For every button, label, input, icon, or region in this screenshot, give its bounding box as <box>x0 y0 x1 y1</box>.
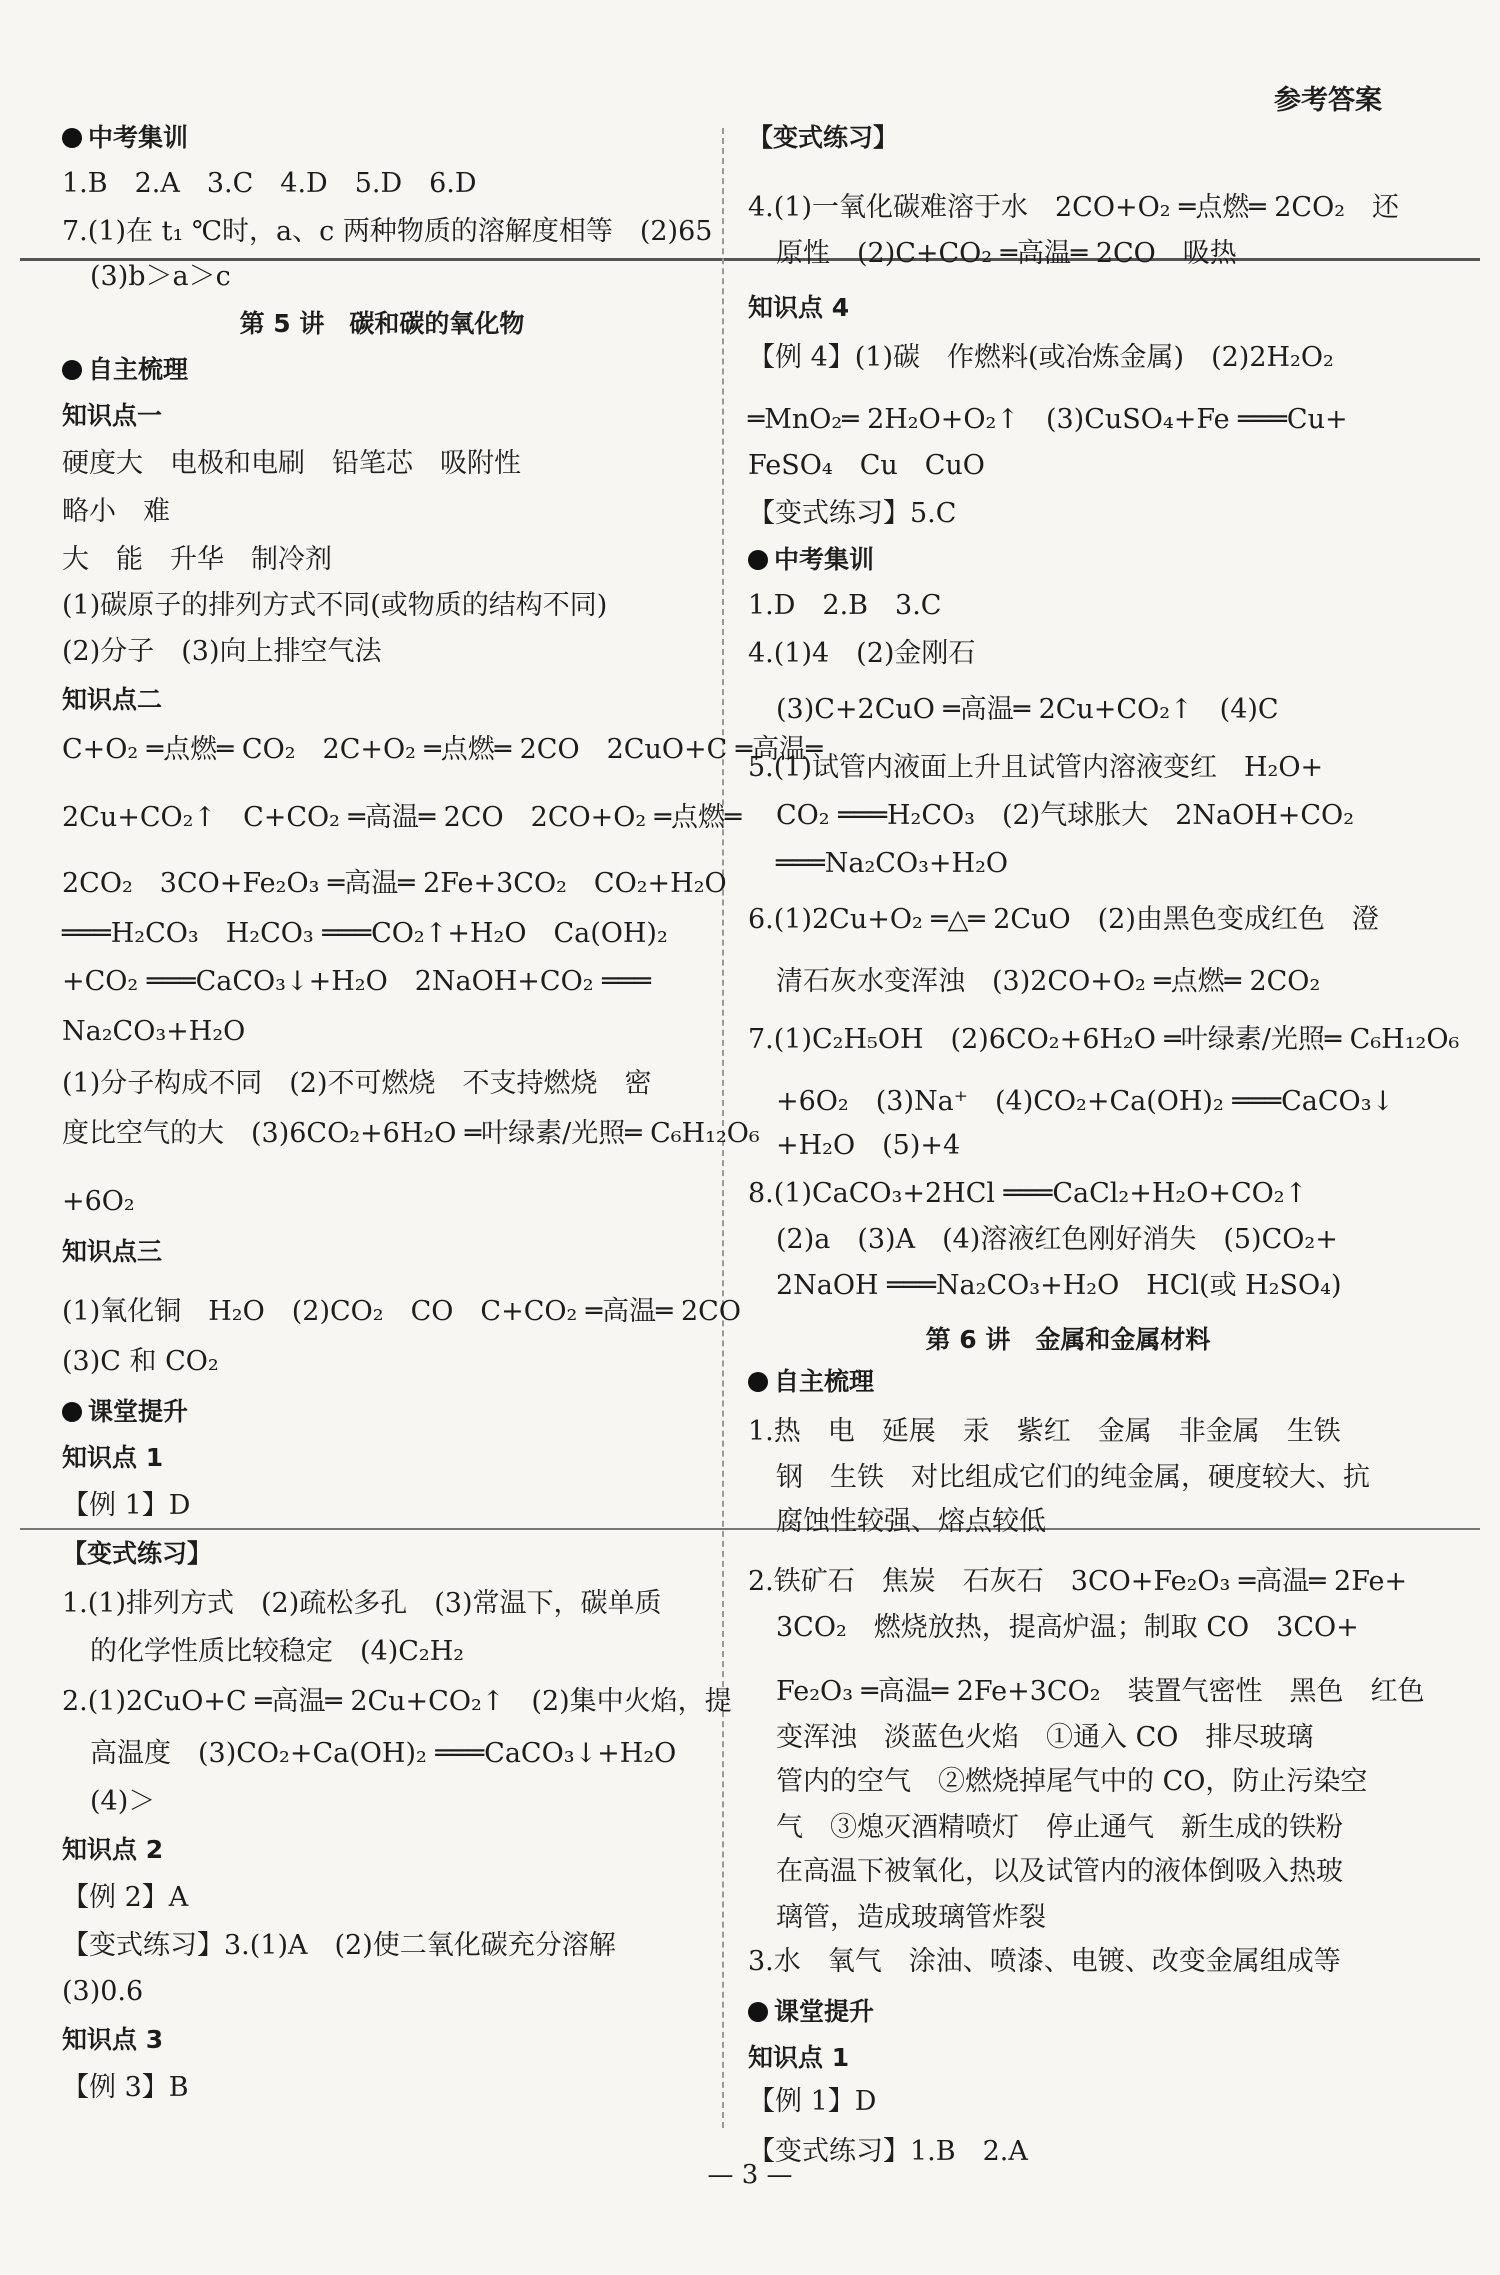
answer-line <box>62 1112 760 1156</box>
answer-line <box>62 2066 189 2110</box>
line-text: 2CO₂ 3CO+Fe₂O₃ ═高温═ 2Fe+3CO₂ CO₂+H₂O <box>62 868 727 899</box>
line-text: 知识点 1 <box>748 2043 850 2072</box>
line-text: 中考集训 <box>88 123 189 152</box>
answer-line <box>62 490 170 534</box>
answer-line <box>62 1924 616 1968</box>
section-heading <box>62 1390 188 1434</box>
line-text: 1.热 电 延展 汞 紫红 金属 非金属 生铁 <box>748 1416 1341 1447</box>
answer-line <box>62 796 741 840</box>
line-text: 3.水 氧气 涂油、喷漆、电镀、改变金属组成等 <box>748 1946 1341 1977</box>
answer-line <box>62 1484 190 1528</box>
answer-line <box>748 1172 1307 1216</box>
line-text: ═══H₂CO₃ H₂CO₃ ═══CO₂↑+H₂O Ca(OH)₂ <box>62 918 668 949</box>
answer-line <box>748 1716 1313 1760</box>
line-text: 知识点 4 <box>748 293 850 322</box>
subsection-heading <box>748 286 849 330</box>
line-text: 清石灰水变浑浊 (3)2CO+O₂ ═点燃═ 2CO₂ <box>776 966 1321 997</box>
line-text: (2)分子 (3)向上排空气法 <box>62 636 382 667</box>
answer-line <box>62 1630 464 1674</box>
answer-line <box>62 1680 732 1724</box>
line-text: +6O₂ <box>62 1186 135 1217</box>
answer-line <box>748 492 956 536</box>
line-text: +CO₂ ═══CaCO₃↓+H₂O 2NaOH+CO₂ ═══ <box>62 966 651 997</box>
line-text: 自主梳理 <box>774 1367 875 1396</box>
answer-line <box>748 746 1323 790</box>
answer-line <box>748 1670 1425 1714</box>
answer-line <box>748 398 1348 442</box>
answer-line <box>748 1456 1370 1500</box>
line-text: 钢 生铁 对比组成它们的纯金属，硬度较大、抗 <box>776 1462 1370 1493</box>
line-text: 知识点 1 <box>62 1443 164 1472</box>
line-text: 7.(1)在 t₁ ℃时，a、c 两种物质的溶解度相等 (2)65 <box>62 216 713 247</box>
lecture-title <box>748 1318 1388 1362</box>
answer-line <box>62 862 727 906</box>
line-text: 【变式练习】3.(1)A (2)使二氧化碳充分溶解 <box>62 1930 616 1961</box>
bullet-icon <box>62 360 82 380</box>
answer-line <box>748 584 941 628</box>
answer-line <box>748 1018 1459 1062</box>
subsection-heading <box>62 1828 163 1872</box>
bullet-icon <box>748 1372 768 1392</box>
line-text: 璃管，造成玻璃管炸裂 <box>776 1902 1046 1933</box>
answer-line <box>62 538 332 582</box>
bullet-icon <box>748 550 768 570</box>
line-text: 大 能 升华 制冷剂 <box>62 544 332 575</box>
line-text: 原性 (2)C+CO₂ ═高温═ 2CO 吸热 <box>776 238 1237 269</box>
line-text: 在高温下被氧化，以及试管内的液体倒吸入热玻 <box>776 1856 1343 1887</box>
line-text: 管内的空气 ②燃烧掉尾气中的 CO，防止污染空 <box>776 1766 1368 1797</box>
line-text: Fe₂O₃ ═高温═ 2Fe+3CO₂ 装置气密性 黑色 红色 <box>776 1676 1425 1707</box>
section-heading <box>748 1990 874 2034</box>
answer-line <box>62 1340 219 1384</box>
answer-line <box>62 1876 188 1920</box>
line-text: CO₂ ═══H₂CO₃ (2)气球胀大 2NaOH+CO₂ <box>776 800 1355 831</box>
answer-line <box>62 1062 652 1106</box>
line-text: 硬度大 电极和电刷 铅笔芯 吸附性 <box>62 448 521 479</box>
answer-line <box>62 442 521 486</box>
line-text: 6.(1)2Cu+O₂ ═△═ 2CuO (2)由黑色变成红色 澄 <box>748 904 1379 935</box>
line-text: (4)＞ <box>90 1786 156 1817</box>
answer-line <box>62 255 231 299</box>
line-text: ═══Na₂CO₃+H₂O <box>776 848 1009 879</box>
line-text: ═MnO₂═ 2H₂O+O₂↑ (3)CuSO₄+Fe ═══Cu+ <box>748 404 1348 435</box>
answer-line <box>748 1124 960 1168</box>
answer-line <box>748 1760 1367 1804</box>
bullet-icon <box>748 2002 768 2022</box>
answer-line <box>62 1010 245 1054</box>
answer-line <box>748 1264 1342 1308</box>
answer-line <box>748 842 1008 886</box>
answer-line <box>748 1896 1046 1940</box>
section-heading <box>748 1360 874 1404</box>
line-text: 【变式练习】5.C <box>748 498 957 529</box>
line-text: (1)氧化铜 H₂O (2)CO₂ CO C+CO₂ ═高温═ 2CO <box>62 1296 741 1327</box>
line-text: 高温度 (3)CO₂+Ca(OH)₂ ═══CaCO₃↓+H₂O <box>90 1738 677 1769</box>
answer-line <box>748 1940 1341 1984</box>
subsection-heading <box>62 1532 212 1576</box>
line-text: +6O₂ (3)Na⁺ (4)CO₂+Ca(OH)₂ ═══CaCO₃↓ <box>776 1086 1395 1117</box>
bullet-icon <box>62 128 82 148</box>
answer-line <box>62 210 712 254</box>
answer-line <box>748 794 1354 838</box>
answer-line <box>62 584 607 628</box>
answer-line <box>62 1582 662 1626</box>
line-text: 1.(1)排列方式 (2)疏松多孔 (3)常温下，碳单质 <box>62 1588 662 1619</box>
answer-line <box>62 728 822 772</box>
answer-line <box>62 1290 741 1334</box>
line-text: FeSO₄ Cu CuO <box>748 450 985 481</box>
answer-line <box>748 232 1237 276</box>
line-text: 【变式练习】 <box>748 123 899 152</box>
line-text: 第 5 讲 碳和碳的氧化物 <box>239 309 525 338</box>
line-text: (1)分子构成不同 (2)不可燃烧 不支持燃烧 密 <box>62 1068 652 1099</box>
line-text: 【变式练习】1.B 2.A <box>748 2136 1028 2167</box>
subsection-heading <box>62 1436 163 1480</box>
line-text: 2.铁矿石 焦炭 石灰石 3CO+Fe₂O₃ ═高温═ 2Fe+ <box>748 1566 1408 1597</box>
answer-line <box>748 960 1320 1004</box>
line-text: 1.B 2.A 3.C 4.D 5.D 6.D <box>62 168 477 199</box>
answer-line <box>62 1732 676 1776</box>
subsection-heading <box>62 1230 162 1274</box>
subsection-heading <box>62 394 162 438</box>
line-text: 知识点三 <box>62 1237 163 1266</box>
answer-line <box>748 688 1279 732</box>
line-text: 3CO₂ 燃烧放热，提高炉温；制取 CO 3CO+ <box>776 1612 1359 1643</box>
line-text: C+O₂ ═点燃═ CO₂ 2C+O₂ ═点燃═ 2CO 2CuO+C ═高温═ <box>62 734 823 765</box>
line-text: 自主梳理 <box>88 355 189 384</box>
answer-line <box>748 1806 1343 1850</box>
answer-line <box>748 1850 1343 1894</box>
answer-line <box>748 898 1379 942</box>
line-text: 中考集训 <box>774 545 875 574</box>
answer-line <box>748 2080 876 2124</box>
answer-line <box>748 1080 1394 1124</box>
line-text: 【例 1】D <box>748 2086 877 2117</box>
line-text: (1)碳原子的排列方式不同(或物质的结构不同) <box>62 590 608 621</box>
page-number: — 3 — <box>707 2160 793 2190</box>
line-text: 度比空气的大 (3)6CO₂+6H₂O ═叶绿素/光照═ C₆H₁₂O₆ <box>62 1118 760 1149</box>
line-text: (3)C 和 CO₂ <box>62 1346 219 1377</box>
answer-line <box>748 1410 1341 1454</box>
answer-line <box>62 960 651 1004</box>
line-text: 【例 1】D <box>62 1490 191 1521</box>
line-text: 知识点一 <box>62 401 163 430</box>
line-text: (3)C+2CuO ═高温═ 2Cu+CO₂↑ (4)C <box>776 694 1279 725</box>
subsection-heading <box>62 678 162 722</box>
line-text: 课堂提升 <box>774 1997 875 2026</box>
line-text: 4.(1)4 (2)金刚石 <box>748 638 976 669</box>
answer-line <box>748 1560 1407 1604</box>
line-text: 2.(1)2CuO+C ═高温═ 2Cu+CO₂↑ (2)集中火焰，提 <box>62 1686 732 1717</box>
line-text: 1.D 2.B 3.C <box>748 590 942 621</box>
line-text: 课堂提升 <box>88 1397 189 1426</box>
answer-line <box>62 912 668 956</box>
subsection-heading <box>62 2018 163 2062</box>
line-text: 【例 3】B <box>62 2072 189 2103</box>
line-text: 8.(1)CaCO₃+2HCl ═══CaCl₂+H₂O+CO₂↑ <box>748 1178 1308 1209</box>
line-text: 气 ③熄灭酒精喷灯 停止通气 新生成的铁粉 <box>776 1812 1343 1843</box>
line-text: 变浑浊 淡蓝色火焰 ①通入 CO 排尽玻璃 <box>776 1722 1314 1753</box>
lecture-title <box>62 302 702 346</box>
answer-line <box>748 1218 1338 1262</box>
answer-line <box>62 1180 135 1224</box>
answer-line <box>748 186 1399 230</box>
answer-line <box>62 630 382 674</box>
line-text: 【变式练习】 <box>62 1539 213 1568</box>
line-text: 腐蚀性较强、熔点较低 <box>776 1506 1046 1537</box>
page-header-title: 参考答案 <box>1274 85 1382 116</box>
line-text: 7.(1)C₂H₅OH (2)6CO₂+6H₂O ═叶绿素/光照═ C₆H₁₂O₆ <box>748 1024 1460 1055</box>
line-text: 4.(1)一氧化碳难溶于水 2CO+O₂ ═点燃═ 2CO₂ 还 <box>748 192 1400 223</box>
section-heading <box>748 538 874 582</box>
answer-line <box>62 162 477 206</box>
line-text: 2NaOH ═══Na₂CO₃+H₂O HCl(或 H₂SO₄) <box>776 1270 1342 1301</box>
line-text: 【例 4】(1)碳 作燃料(或冶炼金属) (2)2H₂O₂ <box>748 342 1334 373</box>
answer-line <box>748 1606 1359 1650</box>
subsection-heading <box>748 2036 849 2080</box>
line-text: (3)0.6 <box>62 1976 144 2007</box>
line-text: 【例 2】A <box>62 1882 189 1913</box>
answer-line <box>748 336 1334 380</box>
line-text: (2)a (3)A (4)溶液红色刚好消失 (5)CO₂+ <box>776 1224 1338 1255</box>
line-text: 知识点二 <box>62 685 163 714</box>
answer-line <box>748 1500 1046 1544</box>
bullet-icon <box>62 1402 82 1422</box>
subsection-heading <box>748 116 898 160</box>
line-text: 2Cu+CO₂↑ C+CO₂ ═高温═ 2CO 2CO+O₂ ═点燃═ <box>62 802 742 833</box>
line-text: 第 6 讲 金属和金属材料 <box>925 1325 1211 1354</box>
line-text: 的化学性质比较稳定 (4)C₂H₂ <box>90 1636 465 1667</box>
line-text: +H₂O (5)+4 <box>776 1130 961 1161</box>
line-text: 知识点 2 <box>62 1835 164 1864</box>
answer-line <box>748 444 985 488</box>
answer-line <box>62 1970 143 2014</box>
section-heading <box>62 116 188 160</box>
answer-line <box>748 632 975 676</box>
line-text: (3)b＞a＞c <box>90 261 231 292</box>
line-text: 知识点 3 <box>62 2025 164 2054</box>
line-text: 5.(1)试管内液面上升且试管内溶液变红 H₂O+ <box>748 752 1324 783</box>
line-text: Na₂CO₃+H₂O <box>62 1016 246 1047</box>
line-text: 略小 难 <box>62 496 170 527</box>
section-heading <box>62 348 188 392</box>
answer-line <box>62 1780 155 1824</box>
